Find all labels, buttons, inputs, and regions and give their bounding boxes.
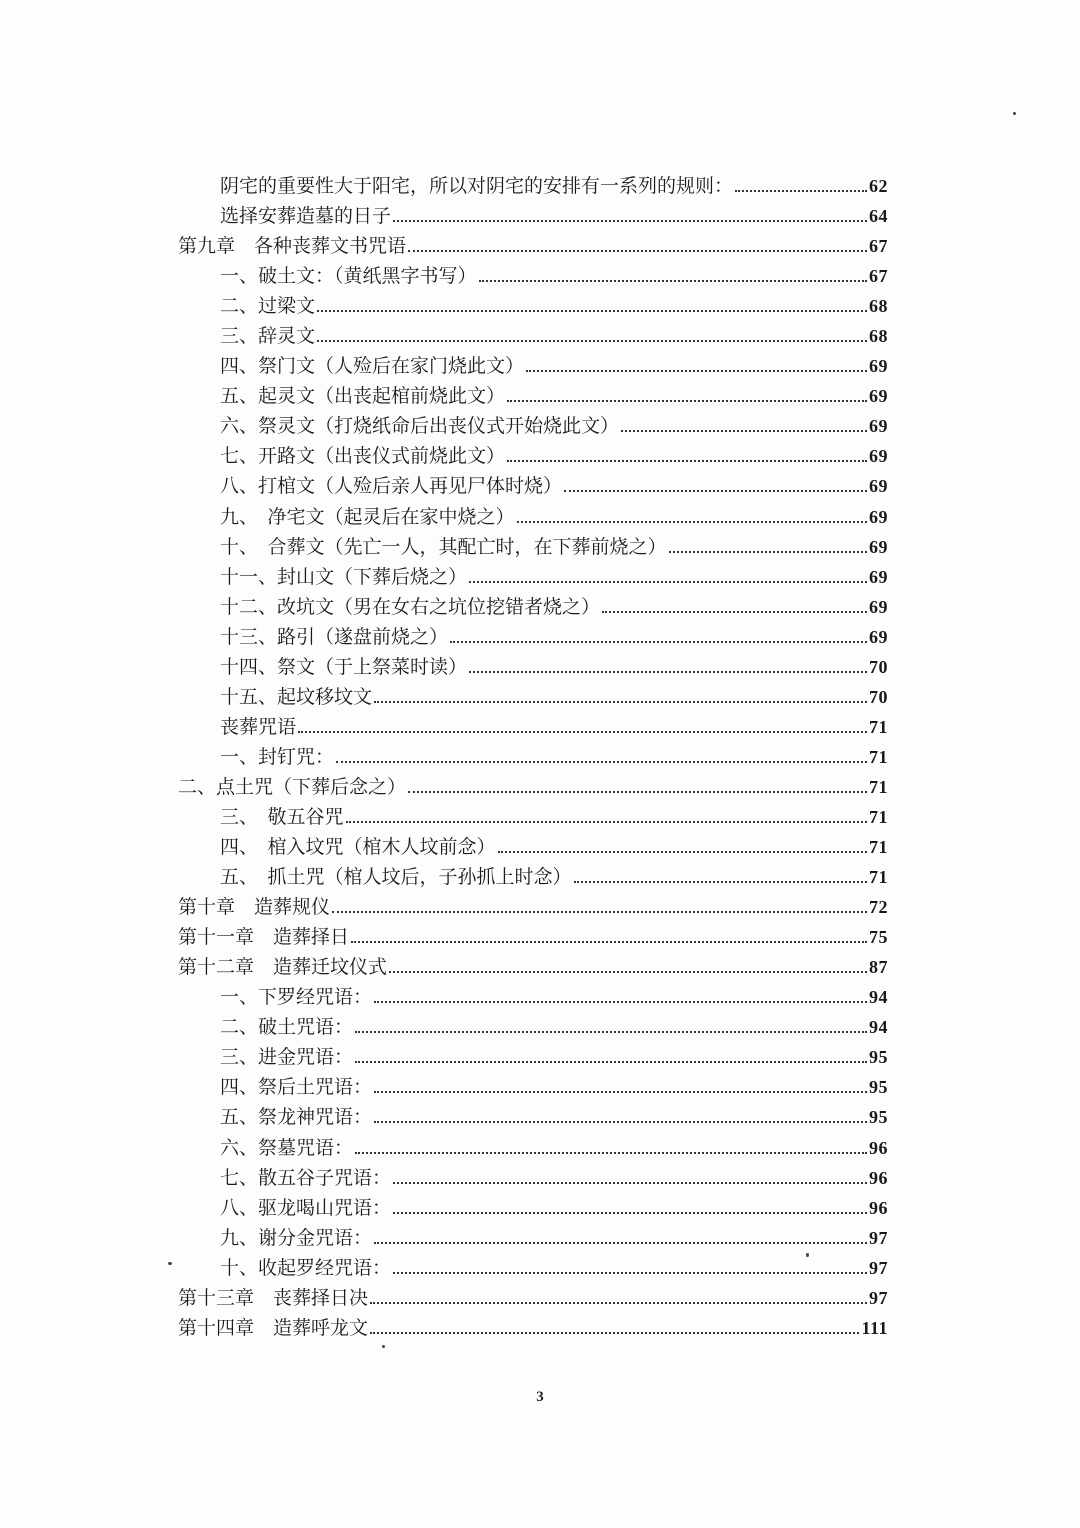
toc-entry: [178, 592, 888, 622]
toc-entry-title: 第十三章 丧葬择日决: [178, 1286, 369, 1309]
dot-leader: [393, 220, 867, 222]
toc-entry-title: 六、祭灵文（打烧纸命后出丧仪式开始烧此文）: [220, 415, 620, 438]
toc-entry: [178, 832, 888, 862]
toc-entry-title: 八、驱龙喝山咒语：: [220, 1196, 392, 1219]
toc-entry-page: 69: [869, 356, 888, 377]
table-of-contents: [178, 171, 888, 1343]
toc-entry-page: 68: [869, 326, 888, 347]
toc-entry-page: 72: [869, 897, 888, 918]
toc-entry: [178, 231, 888, 261]
dot-leader: [408, 791, 867, 793]
toc-entry-title: 十三、路引（遂盘前烧之）: [220, 625, 449, 648]
toc-entry-title: 二、点土咒（下葬后念之）: [178, 775, 407, 798]
toc-entry-title: 九、 净宅文（起灵后在家中烧之）: [220, 505, 515, 528]
dot-leader: [336, 761, 867, 763]
scan-speck: [1013, 112, 1016, 115]
toc-entry: [178, 471, 888, 501]
toc-entry: [178, 712, 888, 742]
toc-entry-title: 四、 棺入坟咒（棺木人坟前念）: [220, 836, 496, 859]
dot-leader: [408, 250, 867, 252]
dot-leader: [370, 1302, 867, 1304]
toc-entry-title: 丧葬咒语: [220, 715, 297, 738]
toc-entry: [178, 351, 888, 381]
toc-entry-title: 三、进金咒语：: [220, 1046, 354, 1069]
dot-leader: [498, 851, 867, 853]
dot-leader: [526, 370, 867, 372]
toc-entry-title: 四、祭门文（人殓后在家门烧此文）: [220, 355, 525, 378]
toc-entry-page: 69: [869, 596, 888, 617]
dot-leader: [479, 280, 867, 282]
dot-leader: [317, 310, 867, 312]
toc-entry-title: 一、封钉咒：: [220, 745, 335, 768]
toc-entry-title: 十一、封山文（下葬后烧之）: [220, 565, 468, 588]
toc-entry-page: 69: [869, 416, 888, 437]
toc-entry-page: 69: [869, 536, 888, 557]
toc-entry-title: 六、祭墓咒语：: [220, 1136, 354, 1159]
toc-entry-page: 97: [869, 1257, 888, 1278]
toc-entry-title: 十、 合葬文（先亡一人，其配亡时，在下葬前烧之）: [220, 535, 667, 558]
toc-entry-title: 七、开路文（出丧仪式前烧此文）: [220, 445, 506, 468]
toc-entry-title: 选择安葬造墓的日子: [220, 205, 392, 228]
toc-entry-page: 69: [869, 476, 888, 497]
toc-entry-title: 四、祭后土咒语：: [220, 1076, 373, 1099]
dot-leader: [507, 460, 867, 462]
dot-leader: [374, 1242, 867, 1244]
toc-entry: [178, 1042, 888, 1072]
dot-leader: [393, 1272, 867, 1274]
toc-entry-page: 95: [869, 1047, 888, 1068]
toc-entry: [178, 682, 888, 712]
dot-leader: [393, 1182, 867, 1184]
toc-entry-title: 第九章 各种丧葬文书咒语: [178, 235, 407, 258]
toc-entry: [178, 802, 888, 832]
toc-entry-title: 十五、起坟移坟文: [220, 685, 373, 708]
toc-entry-page: 94: [869, 1017, 888, 1038]
toc-entry-page: 69: [869, 386, 888, 407]
toc-entry-page: 68: [869, 296, 888, 317]
toc-entry-title: 一、下罗经咒语：: [220, 986, 373, 1009]
toc-entry-page: 95: [869, 1107, 888, 1128]
dot-leader: [735, 190, 867, 192]
scan-speck: [382, 1345, 385, 1348]
toc-entry-page: 71: [869, 746, 888, 767]
toc-entry-title: 阴宅的重要性大于阳宅，所以对阴宅的安排有一系列的规则：: [220, 175, 734, 197]
dot-leader: [298, 731, 867, 733]
toc-entry-page: 69: [869, 446, 888, 467]
toc-entry-title: 八、打棺文（人殓后亲人再见尸体时烧）: [220, 475, 563, 498]
toc-entry-title: 七、散五谷子咒语：: [220, 1166, 392, 1189]
toc-entry: [178, 982, 888, 1012]
toc-entry-title: 十四、祭文（于上祭菜时读）: [220, 655, 468, 678]
toc-entry-page: 96: [869, 1197, 888, 1218]
toc-entry-page: 62: [869, 176, 888, 196]
toc-entry: [178, 652, 888, 682]
toc-entry-title: 五、祭龙神咒语：: [220, 1106, 373, 1129]
toc-entry: [178, 411, 888, 441]
toc-entry-title: 十二、改坑文（男在女右之坑位挖错者烧之）: [220, 595, 601, 618]
dot-leader: [393, 1212, 867, 1214]
toc-entry: [178, 1313, 888, 1343]
dot-leader: [517, 521, 867, 523]
dot-leader: [564, 490, 867, 492]
toc-entry-page: 87: [869, 957, 888, 978]
toc-entry: [178, 502, 888, 532]
toc-entry: [178, 1163, 888, 1193]
dot-leader: [602, 611, 867, 613]
dot-leader: [669, 551, 867, 553]
toc-entry-page: 71: [869, 716, 888, 737]
toc-entry: [178, 1253, 888, 1283]
toc-entry: [178, 562, 888, 592]
toc-entry-page: 70: [869, 656, 888, 677]
dot-leader: [507, 400, 867, 402]
dot-leader: [389, 971, 867, 973]
dot-leader: [450, 641, 867, 643]
dot-leader: [355, 1152, 867, 1154]
toc-entry-title: 二、破土咒语：: [220, 1016, 354, 1039]
toc-entry-page: 75: [869, 927, 888, 948]
toc-entry-page: 111: [861, 1317, 888, 1338]
toc-entry-page: 64: [869, 206, 888, 227]
dot-leader: [346, 821, 867, 823]
dot-leader: [351, 941, 867, 943]
toc-entry-title: 第十一章 造葬择日: [178, 926, 350, 949]
toc-entry-page: 67: [869, 266, 888, 287]
toc-entry: [178, 171, 888, 201]
dot-leader: [469, 671, 867, 673]
toc-entry: [178, 892, 888, 922]
toc-entry-page: 95: [869, 1077, 888, 1098]
toc-entry: [178, 862, 888, 892]
toc-entry-title: 第十二章 造葬迁坟仪式: [178, 956, 388, 979]
dot-leader: [332, 911, 867, 913]
scan-speck: [168, 1262, 172, 1265]
toc-entry-page: 96: [869, 1167, 888, 1188]
toc-entry: [178, 532, 888, 562]
toc-entry: [178, 381, 888, 411]
toc-entry: [178, 922, 888, 952]
toc-entry: [178, 622, 888, 652]
dot-leader: [374, 701, 867, 703]
dot-leader: [374, 1121, 867, 1123]
toc-entry: [178, 742, 888, 772]
toc-entry: [178, 201, 888, 231]
toc-entry-page: 69: [869, 506, 888, 527]
toc-entry-page: 69: [869, 566, 888, 587]
toc-entry-page: 94: [869, 987, 888, 1008]
toc-entry-page: 70: [869, 686, 888, 707]
toc-entry: [178, 1072, 888, 1102]
scan-speck: [806, 1253, 809, 1257]
toc-entry-title: 第十章 造葬规仪: [178, 896, 331, 919]
toc-entry-title: 第十四章 造葬呼龙文: [178, 1316, 369, 1339]
toc-entry: [178, 772, 888, 802]
toc-entry-title: 三、 敬五谷咒: [220, 805, 344, 828]
dot-leader: [355, 1031, 867, 1033]
dot-leader: [574, 881, 867, 883]
toc-entry-page: 97: [869, 1287, 888, 1308]
toc-entry: [178, 1283, 888, 1313]
dot-leader: [621, 430, 867, 432]
toc-entry-page: 97: [869, 1227, 888, 1248]
toc-entry-title: 五、 抓土咒（棺人坟后，子孙抓上时念）: [220, 866, 572, 889]
dot-leader: [370, 1332, 859, 1334]
dot-leader: [355, 1061, 867, 1063]
toc-entry: [178, 321, 888, 351]
toc-entry-title: 十、收起罗经咒语：: [220, 1256, 392, 1279]
toc-entry-page: 96: [869, 1137, 888, 1158]
toc-entry: [178, 291, 888, 321]
toc-entry-title: 九、谢分金咒语：: [220, 1226, 373, 1249]
toc-entry-title: 五、起灵文（出丧起棺前烧此文）: [220, 385, 506, 408]
toc-entry-page: 69: [869, 626, 888, 647]
toc-entry-page: 71: [869, 776, 888, 797]
toc-entry-page: 71: [869, 867, 888, 888]
toc-entry: [178, 261, 888, 291]
toc-entry: [178, 441, 888, 471]
toc-entry-title: 二、过梁文: [220, 295, 316, 318]
toc-entry: [178, 952, 888, 982]
dot-leader: [374, 1001, 867, 1003]
toc-entry: [178, 1193, 888, 1223]
toc-entry: [178, 1012, 888, 1042]
page-number: 3: [536, 1389, 544, 1405]
toc-entry-page: 71: [869, 837, 888, 858]
toc-entry-title: 三、辞灵文: [220, 325, 316, 348]
dot-leader: [317, 340, 867, 342]
dot-leader: [374, 1091, 867, 1093]
dot-leader: [469, 581, 867, 583]
toc-entry-title: 一、破土文：（黄纸黑字书写）: [220, 265, 477, 288]
toc-entry-page: 67: [869, 236, 888, 257]
toc-entry-page: 71: [869, 806, 888, 827]
toc-entry: [178, 1223, 888, 1253]
toc-entry: [178, 1102, 888, 1132]
toc-entry: [178, 1133, 888, 1163]
